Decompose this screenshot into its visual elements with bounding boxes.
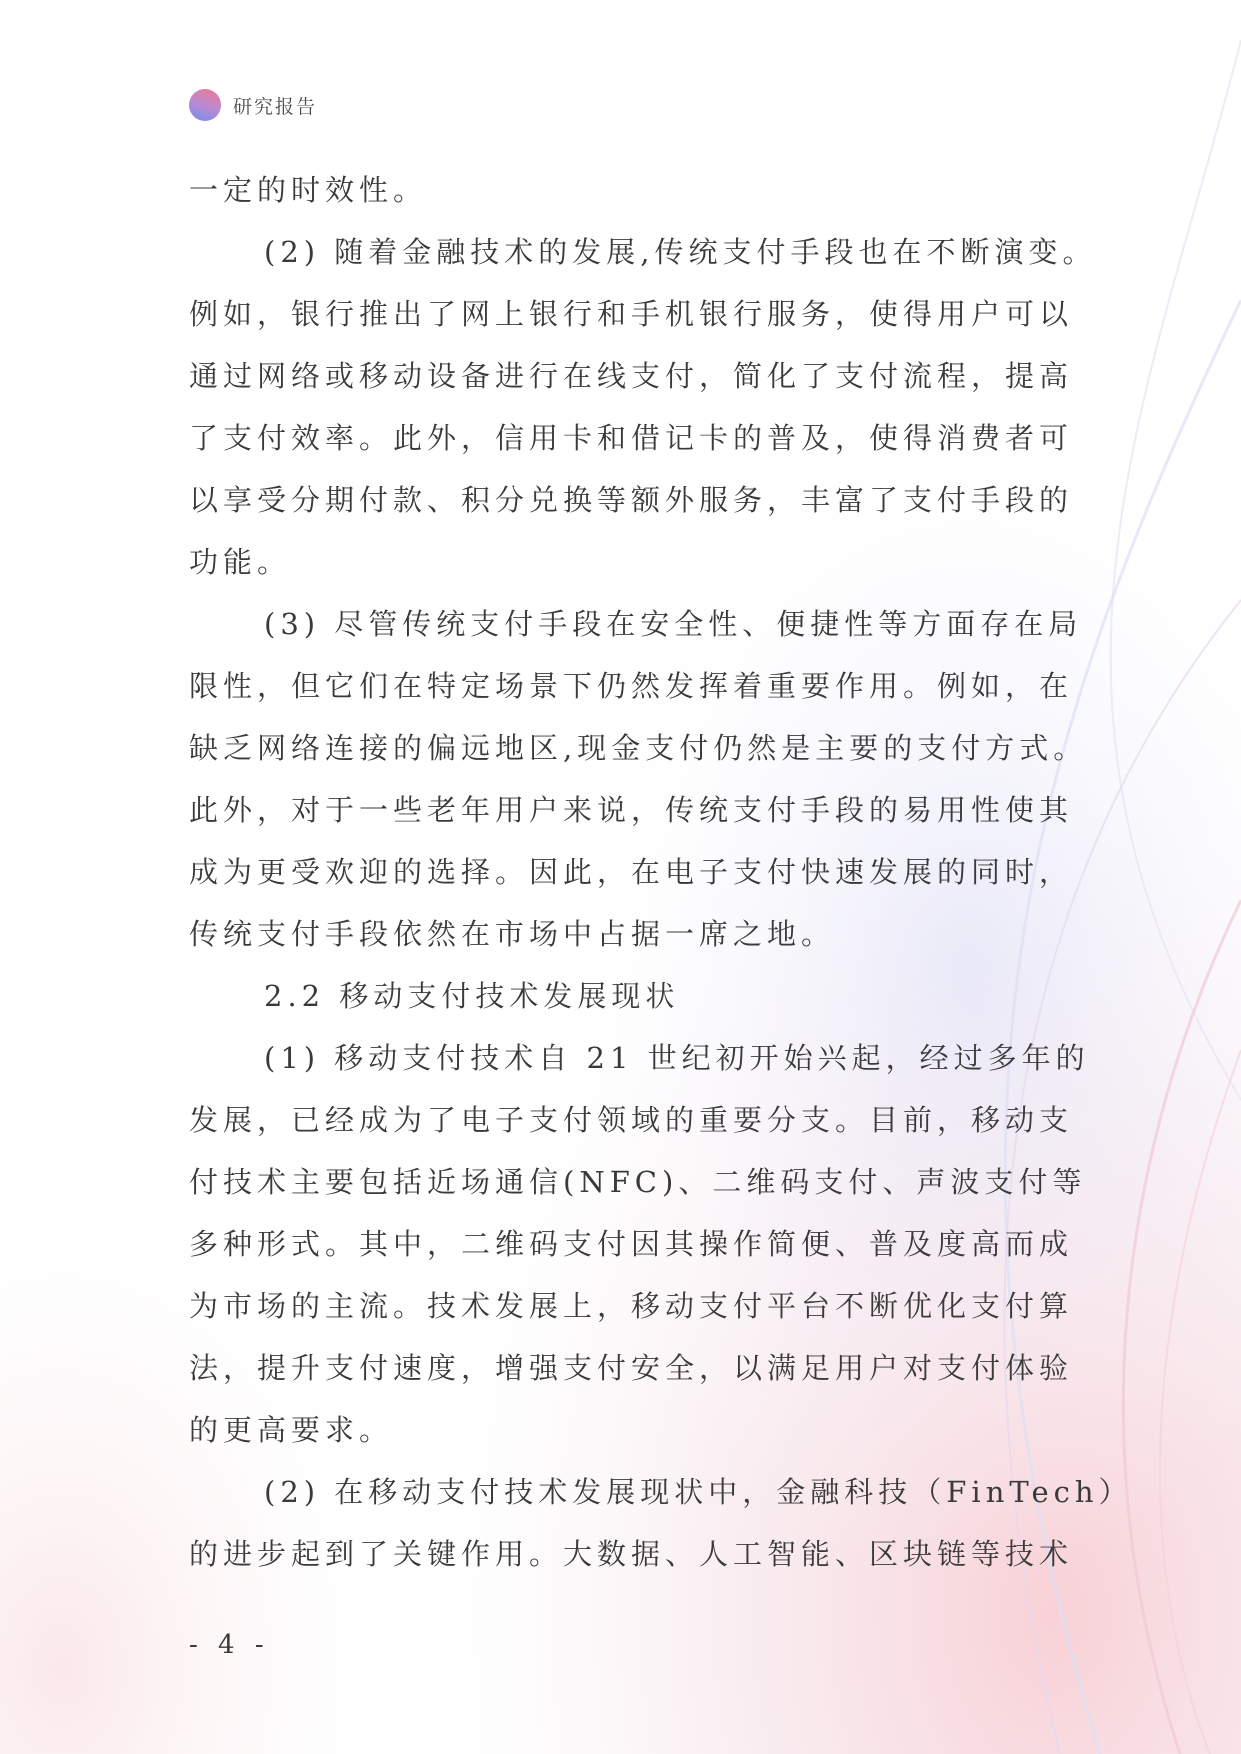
text-line: 缺乏网络连接的偏远地区,现金支付仍然是主要的支付方式。 [189, 731, 1088, 765]
text-line: 的进步起到了关键作用。大数据、人工智能、区块链等技术 [189, 1537, 1074, 1571]
text-line: 发展，已经成为了电子支付领域的重要分支。目前，移动支 [189, 1103, 1074, 1137]
text-line: 成为更受欢迎的选择。因此，在电子支付快速发展的同时， [189, 855, 1074, 889]
text-line: 传统支付手段依然在市场中占据一席之地。 [189, 917, 836, 951]
text-line: (2) 随着金融技术的发展,传统支付手段也在不断演变。 [264, 235, 1097, 269]
text-line: 功能。 [189, 545, 292, 579]
text-line: 付技术主要包括近场通信(NFC)、二维码支付、声波支付等 [189, 1165, 1087, 1199]
report-title: 研究报告 [233, 95, 318, 118]
text-line: 例如，银行推出了网上银行和手机银行服务，使得用户可以 [189, 297, 1074, 331]
text-line: (1) 移动支付技术自 21 世纪初开始兴起，经过多年的 [264, 1041, 1090, 1075]
text-line: 此外，对于一些老年用户来说，传统支付手段的易用性使其 [189, 793, 1074, 827]
page-number: - 4 - [189, 1630, 270, 1660]
text-line: 通过网络或移动设备进行在线支付，简化了支付流程，提高 [189, 359, 1074, 393]
text-line: 为市场的主流。技术发展上，移动支付平台不断优化支付算 [189, 1289, 1074, 1323]
text-line: 一定的时效性。 [189, 173, 428, 207]
text-line: (2) 在移动支付技术发展现状中，金融科技（FinTech） [264, 1475, 1133, 1509]
text-line: 的更高要求。 [189, 1413, 394, 1447]
text-line: (3) 尽管传统支付手段在安全性、便捷性等方面存在局 [264, 607, 1083, 641]
text-line: 了支付效率。此外，信用卡和借记卡的普及，使得消费者可 [189, 421, 1074, 455]
text-line: 多种形式。其中，二维码支付因其操作简便、普及度高而成 [189, 1227, 1074, 1261]
text-line: 以享受分期付款、积分兑换等额外服务，丰富了支付手段的 [189, 483, 1074, 517]
text-line: 2.2 移动支付技术发展现状 [264, 979, 680, 1013]
document-body [189, 159, 1133, 1585]
text-line: 法，提升支付速度，增强支付安全，以满足用户对支付体验 [189, 1351, 1074, 1385]
logo-circle-icon [189, 89, 221, 121]
text-line: 限性，但它们在特定场景下仍然发挥着重要作用。例如，在 [189, 669, 1074, 703]
report-header [189, 88, 317, 122]
